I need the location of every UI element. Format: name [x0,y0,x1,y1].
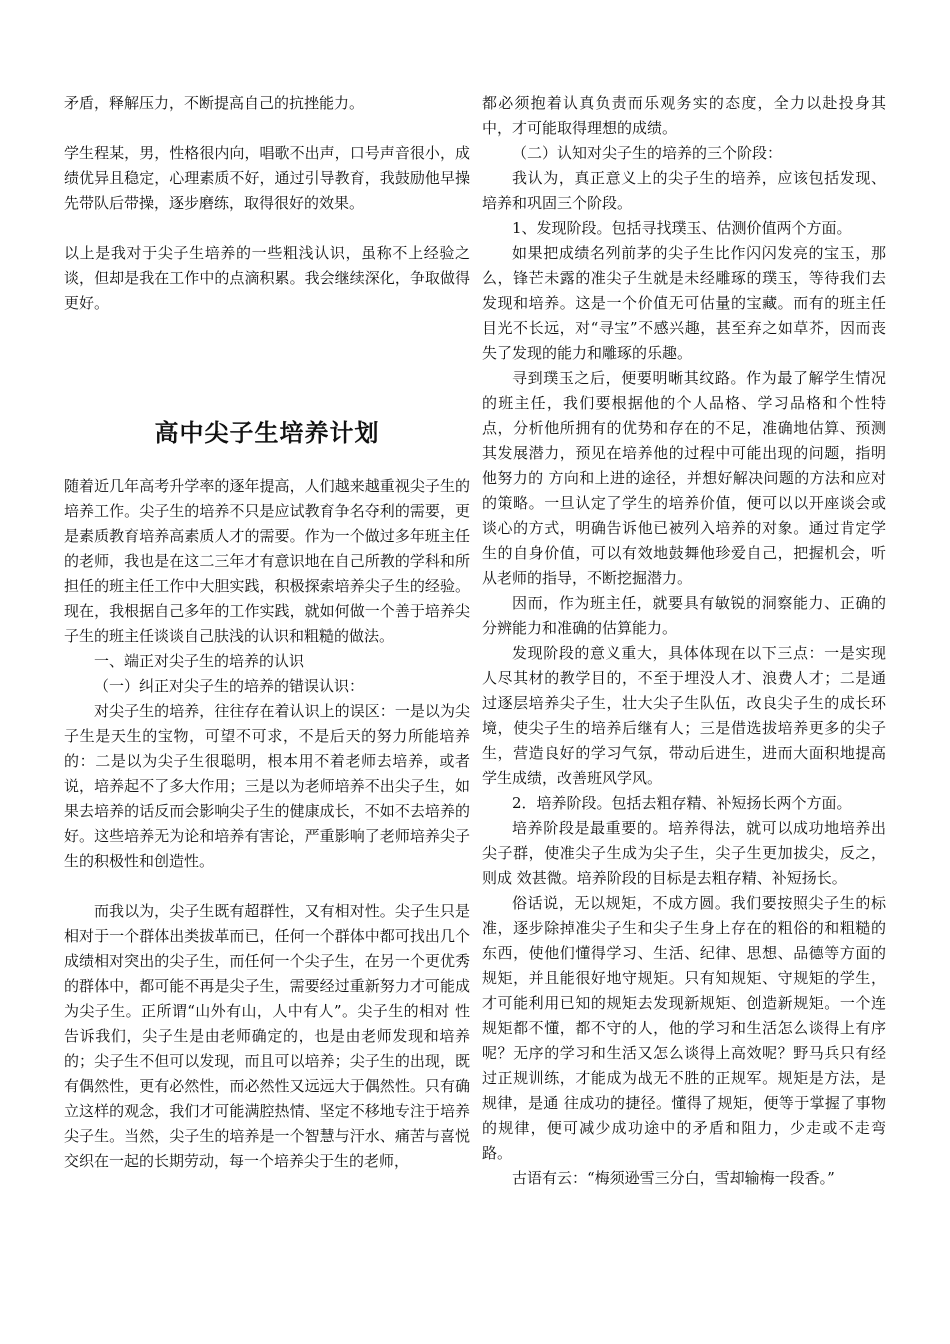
spacer [64,450,470,474]
subsection-heading-1: （一）纠正对尖子生的培养的错误认识： [94,677,365,695]
right-paragraph-1: 都必须抱着认真负责而乐观务实的态度，全力以赴投身其中，才可能取得理想的成绩。 [482,94,886,137]
spacer [64,216,470,241]
intro-paragraph-2: 学生程某，男，性格很内向，唱歌不出声，口号声音很小，成绩优异且稳定，心理素质不好，通过引导教育，我鼓励他早操先带队后带操，逐步磨练，取得很好的效果。 [64,144,470,212]
spacer [64,874,470,899]
left-column [64,91,470,1174]
right-paragraph-5: 寻到璞玉之后，便要明晰其纹路。作为最了解学生情况的班主任，我们要根据他的个人品格、学习品格和个性特点，分析他所拥有的优势和存在的不足，准确地估算、预测其发展潜力，预见在培养他的过程中可能出现的问题，指明他努力的 方向和上进的途径，并想好解决问题的方法和应对的策略。一旦认定了学生的培养价值，便可以以开座谈会或谈心的方式，明确告诉他已被列入培养的对象。通过肯定学生的自身价值，可以有效地鼓舞他珍爱自己，把握机会，听从老师的指导，不断挖掘潜力。 [482,369,886,587]
right-paragraph-4: 如果把成绩名列前茅的尖子生比作闪闪发亮的宝玉，那么，锋芒未露的准尖子生就是未经雕琢的璞玉，等待我们去发现和培养。这是一个价值无可估量的宝藏。而有的班主任目光不长远，对“寻宝”不感兴趣，甚至弃之如草芥，因而丧失了发现的能力和雕琢的乐趣。 [482,244,886,362]
intro-paragraph-3: 以上是我对于尖子生培养的一些粗浅认识，虽称不上经验之谈，但却是我在工作中的点滴积累。我会继续深化，争取做得更好。 [64,244,470,312]
right-column [482,91,886,1191]
right-paragraph-9: 培养阶段是最重要的。培养得法，就可以成功地培养出尖子群，使准尖子生成为尖子生，尖子生更加拔尖，反之，则成 效甚微。培养阶段的目标是去粗存精、补短扬长。 [482,819,886,887]
right-paragraph-7: 发现阶段的意义重大，具体体现在以下三点：一是实现人尽其材的教学目的，不至于埋没人才、浪费人才；二是通过逐层培养尖子生，壮大尖子生队伍，改良尖子生的成长环境，使尖子生的培养后继有人；三是借选拔培养更多的尖子生，营造良好的学习气氛，带动后进生，进而大面积地提高学生成绩，改善班风学风。 [482,644,886,787]
right-paragraph-3: 1、发现阶段。包括寻找璞玉、估测价值两个方面。 [512,219,852,237]
subsection-heading-2: （二）认知对尖子生的培养的三个阶段： [512,144,783,162]
body-paragraph-1: 随着近几年高考升学率的逐年提高，人们越来越重视尖子生的培养工作。尖子生的培养不只是应试教育争名夺利的需要，更是素质教育培养高素质人才的需要。作为一个做过多年班主任的老师，我也是在这二三年才有意识地在自己所教的学科和所担任的班主任工作中大胆实践，积极探索培养尖子生的经验。现在，我根据自己多年的工作实践，就如何做一个善于培养尖子生的班主任谈谈自己肤浅的认识和粗糙的做法。 [64,477,470,645]
body-paragraph-3: 而我以为，尖子生既有超群性，又有相对性。尖子生只是相对于一个群体出类拔革而已，任何一个群体中都可找出几个成绩相对突出的尖子生，而任何一个尖子生，在另一个更优秀的群体中，都可能不再是尖子生，需要经过重新努力才可能成为尖子生。正所谓“山外有山，人中有人”。尖子生的相对 性告诉我们，尖子生是由老师确定的，也是由老师发现和培养的；尖子生不但可以发现，而且可以培养；尖子生的出现，既有偶然性，更有必然性，而必然性又远远大于偶然性。只有确立这样的观念，我们才可能满腔热情、坚定不移地专注于培养尖子生。当然，尖子生的培养是一个智慧与汗水、痛苦与喜悦交织在一起的长期劳动，每一个培养尖于生的老师， [64,902,470,1170]
section-heading-1: 一、端正对尖子生的培养的认识 [94,652,305,670]
spacer [64,316,470,416]
right-paragraph-6: 因而，作为班主任，就要具有敏锐的洞察能力、正确的分辨能力和准确的估算能力。 [482,594,886,637]
right-paragraph-10: 俗话说，无以规矩，不成方圆。我们要按照尖子生的标准，逐步除掉准尖子生和尖子生身上存在的粗俗的和粗糙的东西，使他们懂得学习、生活、纪律、思想、品德等方面的规矩，并且能很好地守规矩。只有知规矩、守规矩的学生，才可能利用已知的规矩去发现新规矩、创造新规矩。一个连规矩都不懂，都不守的人，他的学习和生活怎么谈得上有序呢？无序的学习和生活又怎么谈得上高效呢？野马兵只有经过正规训练，才能成为战无不胜的正规军。规矩是方法，是规律，是通 往成功的捷径。懂得了规矩，便等于掌握了事物的规律，便可减少成功途中的矛盾和阻力，少走或不走弯路。 [482,894,886,1162]
right-paragraph-8: 2．培养阶段。包括去粗存精、补短扬长两个方面。 [512,794,852,812]
right-paragraph-2: 我认为，真正意义上的尖子生的培养，应该包括发现、培养和巩固三个阶段。 [482,169,886,212]
body-paragraph-2: 对尖子生的培养，往往存在着认识上的误区：一是以为尖子生是天生的宝物，可望不可求，不是后天的努力所能培养的：二是以为尖子生很聪明，根本用不着老师去培养，或者说，培养起不了多大作用；三是以为老师培养不出尖子生，如果去培养的话反而会影响尖子生的健康成长，不如不去培养的好。这些培养无为论和培养有害论，严重影响了老师培养尖子生的积极性和创造性。 [64,702,470,870]
intro-paragraph-1: 矛盾，释解压力，不断提高自己的抗挫能力。 [64,94,365,112]
right-paragraph-11: 古语有云：“梅须逊雪三分白，雪却输梅一段香。” [512,1169,835,1187]
spacer [64,116,470,141]
document-title: 高中尖子生培养计划 [154,419,380,447]
